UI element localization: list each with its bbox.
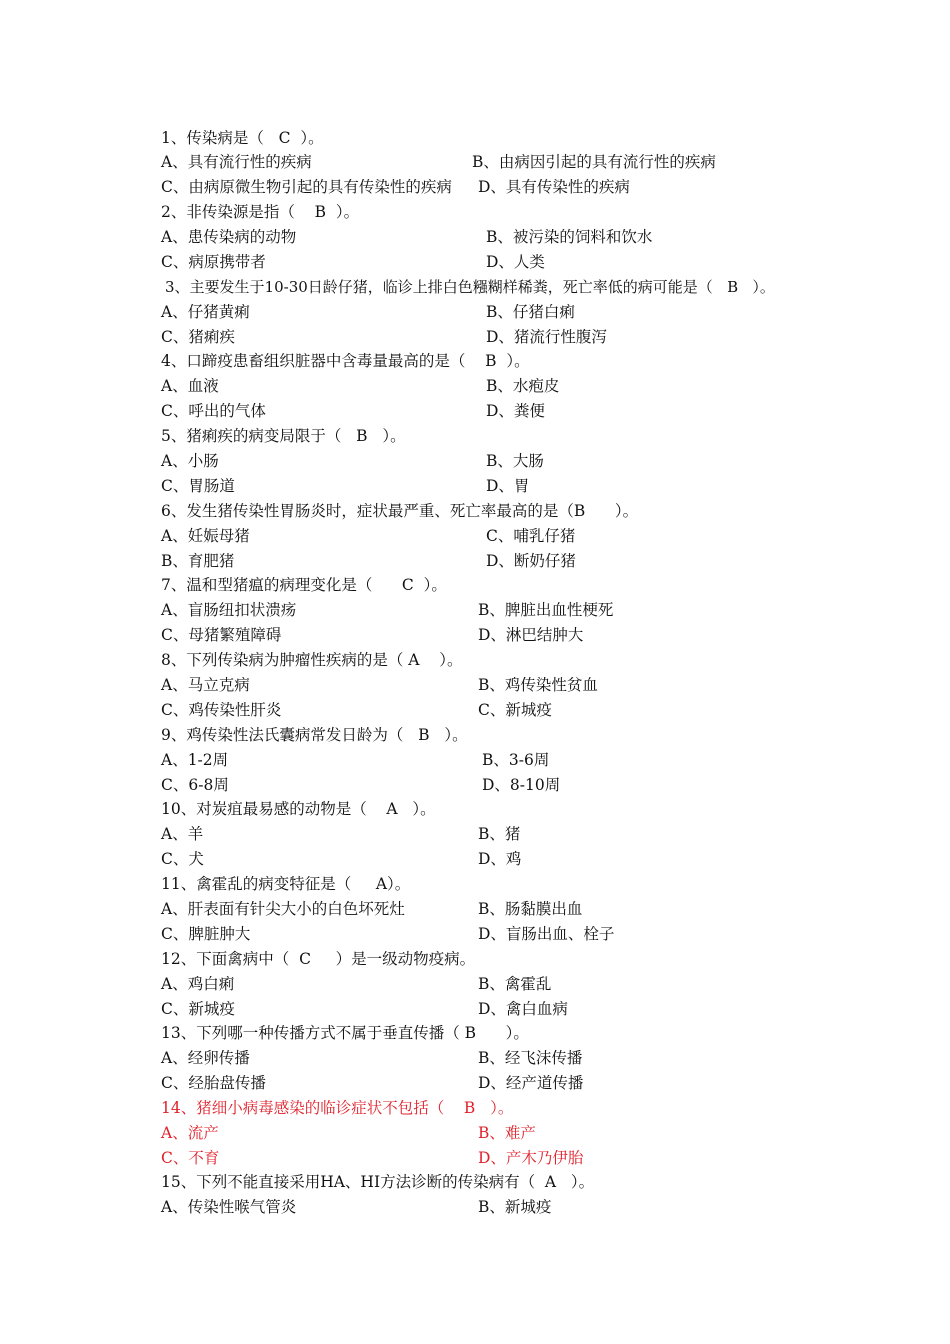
option: D、具有传染性的疾病: [478, 178, 630, 196]
option: A、血液: [161, 377, 219, 395]
option: C、胃肠道: [161, 477, 235, 495]
option: C、犬: [161, 850, 204, 868]
question-stem: 1、传染病是（ C ）。: [161, 129, 324, 147]
option: C、鸡传染性肝炎: [161, 701, 282, 719]
option: C、新城疫: [478, 701, 552, 719]
option-highlighted: A、流产: [161, 1124, 219, 1142]
option: B、禽霍乱: [478, 975, 552, 993]
option: B、经飞沫传播: [478, 1049, 583, 1067]
option: B、由病因引起的具有流行性的疾病: [472, 153, 716, 171]
option: B、鸡传染性贫血: [478, 676, 598, 694]
option: B、猪: [478, 825, 521, 843]
option: D、盲肠出血、栓子: [478, 925, 615, 943]
option: A、患传染病的动物: [161, 228, 297, 246]
option: A、盲肠纽扣状溃疡: [161, 601, 297, 619]
question-stem: 9、鸡传染性法氏囊病常发日龄为（ B ）。: [161, 726, 468, 744]
option: D、粪便: [486, 402, 545, 420]
question-stem: 15、下列不能直接采用HA、HI方法诊断的传染病有（ A ）。: [161, 1173, 595, 1191]
option: D、淋巴结肿大: [478, 626, 584, 644]
option: D、断奶仔猪: [486, 552, 576, 570]
option: C、由病原微生物引起的具有传染性的疾病: [161, 178, 452, 196]
option: A、肝表面有针尖大小的白色坏死灶: [161, 900, 405, 918]
option: C、猪痢疾: [161, 328, 235, 346]
question-stem: 8、下列传染病为肿瘤性疾病的是（ A ）。: [161, 651, 463, 669]
question-stem: 7、温和型猪瘟的病理变化是（ C ）。: [161, 576, 447, 594]
option: A、羊: [161, 825, 204, 843]
option-highlighted: B、难产: [478, 1124, 536, 1142]
question-stem: 12、下面禽病中（ C ）是一级动物疫病。: [161, 950, 476, 968]
question-stem: 6、发生猪传染性胃肠炎时，症状最严重、死亡率最高的是（B ）。: [161, 502, 639, 520]
option: B、肠黏膜出血: [478, 900, 583, 918]
option: B、3-6周: [482, 751, 550, 769]
option: B、脾脏出血性梗死: [478, 601, 614, 619]
option-highlighted: C、不育: [161, 1149, 220, 1167]
question-stem: 2、非传染源是指（ B ）。: [161, 203, 360, 221]
question-stem: 5、猪痢疾的病变局限于（ B ）。: [161, 427, 406, 445]
question-stem: 4、口蹄疫患畜组织脏器中含毒量最高的是（ B ）。: [161, 352, 530, 370]
option: A、妊娠母猪: [161, 527, 250, 545]
question-stem: 13、下列哪一种传播方式不属于垂直传播（ B ）。: [161, 1024, 529, 1042]
option: A、仔猪黄痢: [161, 303, 250, 321]
option: B、大肠: [486, 452, 544, 470]
option: D、胃: [486, 477, 530, 495]
question-stem-highlighted: 14、猪细小病毒感染的临诊症状不包括（ B ）。: [161, 1099, 514, 1117]
option: D、猪流行性腹泻: [486, 328, 607, 346]
option: A、传染性喉气管炎: [161, 1198, 297, 1216]
option: B、被污染的饲料和饮水: [486, 228, 653, 246]
option: C、母猪繁殖障碍: [161, 626, 282, 644]
option: C、病原携带者: [161, 253, 266, 271]
option: C、呼出的气体: [161, 402, 266, 420]
option: A、1-2周: [161, 751, 229, 769]
option: A、小肠: [161, 452, 219, 470]
question-stem: 3、主要发生于10-30日龄仔猪，临诊上排白色糨糊样稀粪，死亡率低的病可能是（ B ）。: [165, 278, 775, 296]
option: A、马立克病: [161, 676, 250, 694]
option: C、哺乳仔猪: [486, 527, 576, 545]
option: C、脾脏肿大: [161, 925, 251, 943]
option: D、人类: [486, 253, 545, 271]
question-stem: 10、对炭疽最易感的动物是（ A ）。: [161, 800, 436, 818]
option: C、经胎盘传播: [161, 1074, 266, 1092]
option: D、经产道传播: [478, 1074, 584, 1092]
option: B、育肥猪: [161, 552, 235, 570]
option-highlighted: D、产木乃伊胎: [478, 1149, 584, 1167]
option: A、鸡白痢: [161, 975, 235, 993]
option: A、具有流行性的疾病: [161, 153, 312, 171]
option: C、新城疫: [161, 1000, 235, 1018]
question-stem: 11、禽霍乱的病变特征是（ A）。: [161, 875, 411, 893]
option: D、8-10周: [482, 776, 561, 794]
option: D、鸡: [478, 850, 522, 868]
option: B、水疱皮: [486, 377, 560, 395]
option: B、新城疫: [478, 1198, 552, 1216]
option: A、经卵传播: [161, 1049, 250, 1067]
option: D、禽白血病: [478, 1000, 568, 1018]
option: B、仔猪白痢: [486, 303, 575, 321]
option: C、6-8周: [161, 776, 229, 794]
